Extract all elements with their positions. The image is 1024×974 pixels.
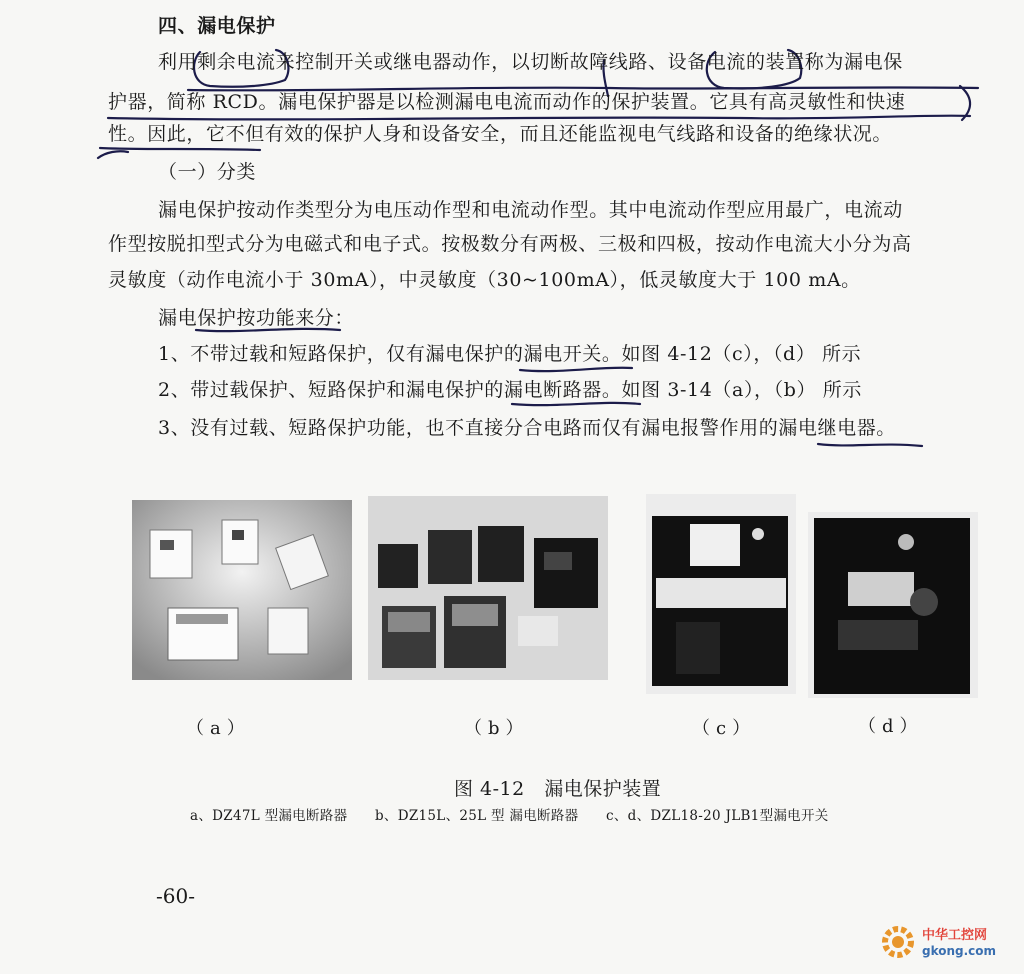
list-item-3: 3、没有过载、短路保护功能，也不直接分合电路而仅有漏电报警作用的漏电继电器。 <box>158 417 896 439</box>
watermark-url: gkong.com <box>922 944 997 958</box>
page-number: -60- <box>156 884 195 908</box>
photo-c <box>646 494 796 694</box>
watermark-cn: 中华工控网 <box>922 928 988 943</box>
paragraph1-line-1: 利用剩余电流来控制开关或继电器动作，以切断故障线路、设备电流的装置称为漏电保 <box>158 51 903 73</box>
paragraph2-line-2: 作型按脱扣型式分为电磁式和电子式。按极数分有两极、三极和四极，按动作电流大小分为高 <box>108 233 912 255</box>
paragraph2-line-3: 灵敏度（动作电流小于 30mA），中灵敏度（30~100mA），低灵敏度大于 100 mA。 <box>108 269 861 291</box>
list-item-2: 2、带过载保护、短路保护和漏电保护的漏电断路器。如图 3-14（a），（b） 所示 <box>158 379 862 401</box>
photo-d <box>808 512 978 698</box>
paragraph1-line-2: 护器，简称 RCD。漏电保护器是以检测漏电电流而动作的保护装置。它具有高灵敏性和快速 <box>108 91 906 113</box>
function-intro: 漏电保护按功能来分： <box>158 307 355 329</box>
paragraph1-line-3: 性。因此，它不但有效的保护人身和设备安全，而且还能监视电气线路和设备的绝缘状况。 <box>108 123 893 145</box>
panel-label-c: （c） <box>692 718 757 739</box>
section-heading: 四、漏电保护 <box>158 15 276 37</box>
panel-label-b: （b） <box>464 718 530 739</box>
subsection-heading: （一）分类 <box>158 161 257 183</box>
panel-label-a: （a） <box>186 718 251 739</box>
panel-label-d: （d） <box>858 716 924 737</box>
photo-b <box>368 496 608 680</box>
paragraph2-line-1: 漏电保护按动作类型分为电压动作型和电流动作型。其中电流动作型应用最广，电流动 <box>158 199 903 221</box>
list-item-1: 1、不带过载和短路保护，仅有漏电保护的漏电开关。如图 4-12（c），（d） 所示 <box>158 343 862 365</box>
figure-subcaption: a、DZ47L 型漏电断路器 b、DZ15L、25L 型 漏电断路器 c、d、DZL18-20 JLB1型漏电开关 <box>190 808 829 824</box>
photo-a <box>132 500 352 680</box>
figure-title: 图 4-12 漏电保护装置 <box>454 778 662 800</box>
gear-icon <box>878 922 918 962</box>
watermark <box>878 916 1018 968</box>
